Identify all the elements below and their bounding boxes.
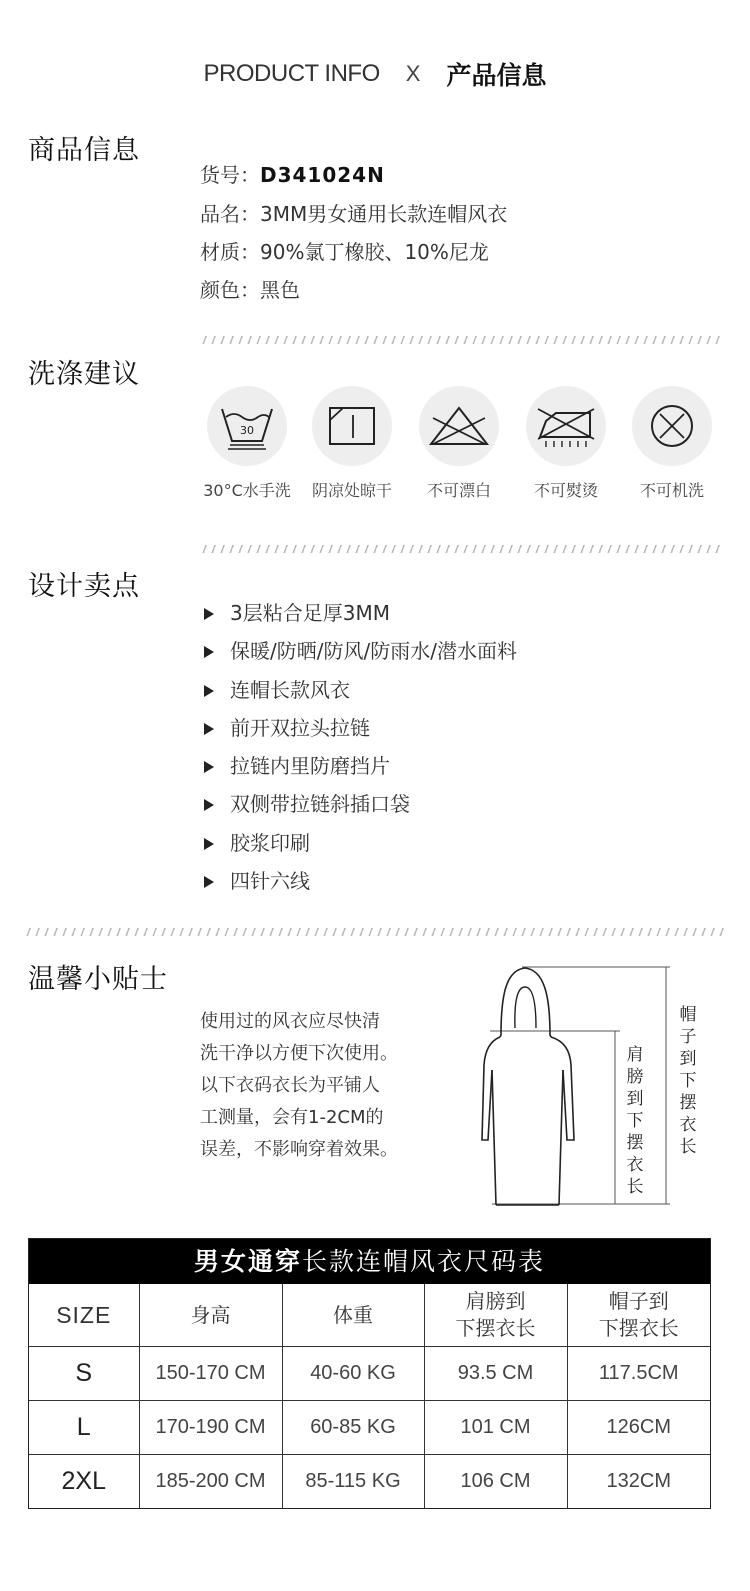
feature-text: 连帽长款风衣 (230, 678, 350, 702)
tips-text (200, 1006, 430, 1166)
section-divider (200, 336, 720, 344)
product-line-label: 品名： (200, 202, 260, 226)
product-line-value: D341024N (260, 163, 385, 187)
feature-text: 前开双拉头拉链 (230, 716, 370, 740)
table-cell: 126CM (567, 1401, 710, 1455)
header-chinese-title: 产品信息 (446, 61, 547, 90)
care-item-no-machine-wash (618, 386, 726, 501)
feature-item (200, 828, 310, 858)
care-label: 30°C水手洗 (203, 481, 291, 500)
no-bleach-icon (427, 404, 491, 448)
feature-item (200, 598, 390, 628)
size-table-title-bold: 男女通穿 (193, 1247, 302, 1276)
feature-text: 拉链内里防磨挡片 (230, 754, 390, 778)
section-divider (200, 545, 720, 553)
care-icon-bg (312, 386, 392, 466)
table-cell: 185-200 CM (139, 1455, 282, 1509)
size-cell: S (29, 1347, 139, 1401)
header-line: 下摆衣长 (455, 1316, 536, 1340)
table-row (29, 1401, 710, 1455)
care-icon-bg (526, 386, 606, 466)
header-line: 下摆衣长 (598, 1316, 679, 1340)
care-item-hand-wash (193, 386, 301, 501)
tips-title: 温馨小贴士 (28, 964, 168, 995)
wash-temp-label: 30 (240, 424, 254, 437)
table-cell: 40-60 KG (282, 1347, 424, 1401)
product-line-label: 材质： (200, 240, 260, 264)
table-row (29, 1455, 710, 1509)
table-cell: 106 CM (424, 1455, 567, 1509)
bullet-triangle-icon (204, 838, 214, 850)
table-cell: 170-190 CM (139, 1401, 282, 1455)
product-line-name (200, 198, 507, 227)
header-line: 肩膀到 (465, 1289, 526, 1313)
care-label: 阴凉处晾干 (311, 481, 392, 500)
care-item-no-bleach (405, 386, 513, 501)
hood-length-label: 帽子到下摆衣长 (679, 1005, 697, 1157)
care-item-dry-shade (298, 386, 406, 501)
size-cell: 2XL (29, 1455, 139, 1509)
coat-measurement-diagram (470, 955, 680, 1215)
header-cell: 身高 (139, 1284, 282, 1347)
feature-text: 保暖/防晒/防风/防雨水/潜水面料 (230, 639, 517, 663)
tips-line: 使用过的风衣应尽快清 (200, 1011, 380, 1032)
header-cell (424, 1284, 567, 1347)
bullet-triangle-icon (204, 799, 214, 811)
care-item-no-iron (512, 386, 620, 501)
size-table (28, 1238, 711, 1509)
table-cell: 93.5 CM (424, 1347, 567, 1401)
table-row (29, 1347, 710, 1401)
hand-wash-30-icon (216, 401, 278, 451)
product-line-value: 3MM男女通用长款连帽风衣 (260, 202, 508, 226)
bullet-triangle-icon (204, 685, 214, 697)
table-cell: 150-170 CM (139, 1347, 282, 1401)
care-title: 洗涤建议 (28, 359, 140, 390)
no-machine-wash-icon (647, 401, 697, 451)
header-cell: SIZE (29, 1284, 139, 1347)
table-cell: 117.5CM (567, 1347, 710, 1401)
tips-line: 工测量，会有1-2CM的 (200, 1107, 384, 1128)
page-header (0, 56, 750, 92)
feature-item (200, 713, 370, 743)
care-icon-bg (632, 386, 712, 466)
header-cell (567, 1284, 710, 1347)
bullet-triangle-icon (204, 876, 214, 888)
product-line-value: 90%氯丁橡胶、10%尼龙 (260, 240, 489, 264)
header-cell: 体重 (282, 1284, 424, 1347)
size-cell: L (29, 1401, 139, 1455)
table-header-row (29, 1284, 710, 1347)
care-icon-bg (419, 386, 499, 466)
bullet-triangle-icon (204, 723, 214, 735)
tips-line: 以下衣码衣长为平铺人 (200, 1075, 380, 1096)
care-label: 不可熨烫 (533, 481, 598, 500)
dry-in-shade-icon (327, 405, 377, 447)
header-separator: X (405, 61, 421, 86)
care-label: 不可机洗 (639, 481, 704, 500)
tips-line: 误差，不影响穿着效果。 (200, 1139, 398, 1160)
product-line-label: 货号： (200, 163, 260, 187)
care-label: 不可漂白 (426, 481, 491, 500)
product-line-value: 黑色 (260, 278, 300, 302)
care-icon-bg (207, 386, 287, 466)
size-grid (29, 1284, 710, 1508)
product-line-sku (200, 159, 385, 188)
no-iron-icon (532, 403, 600, 449)
size-table-title (29, 1239, 710, 1284)
shoulder-length-label: 肩膀到下摆衣长 (626, 1045, 644, 1197)
size-table-title-rest: 长款连帽风衣尺码表 (302, 1247, 546, 1276)
feature-item (200, 866, 310, 896)
table-cell: 132CM (567, 1455, 710, 1509)
feature-text: 双侧带拉链斜插口袋 (230, 792, 410, 816)
bullet-triangle-icon (204, 608, 214, 620)
product-line-color (200, 274, 300, 303)
feature-item (200, 789, 410, 819)
table-cell: 101 CM (424, 1401, 567, 1455)
table-cell: 60-85 KG (282, 1401, 424, 1455)
product-info-title: 商品信息 (28, 135, 140, 166)
feature-item (200, 675, 350, 705)
bullet-triangle-icon (204, 761, 214, 773)
feature-item (200, 751, 390, 781)
section-divider (24, 928, 724, 936)
product-line-label: 颜色： (200, 278, 260, 302)
bullet-triangle-icon (204, 646, 214, 658)
feature-text: 胶浆印刷 (230, 831, 310, 855)
feature-text: 四针六线 (230, 869, 310, 893)
product-line-material (200, 236, 489, 265)
feature-text: 3层粘合足厚3MM (230, 601, 390, 625)
header-english-title: PRODUCT INFO (203, 60, 380, 87)
features-title: 设计卖点 (28, 571, 140, 602)
table-cell: 85-115 KG (282, 1455, 424, 1509)
header-line: 帽子到 (608, 1289, 669, 1313)
tips-line: 洗干净以方便下次使用。 (200, 1043, 398, 1064)
feature-item (200, 636, 517, 666)
